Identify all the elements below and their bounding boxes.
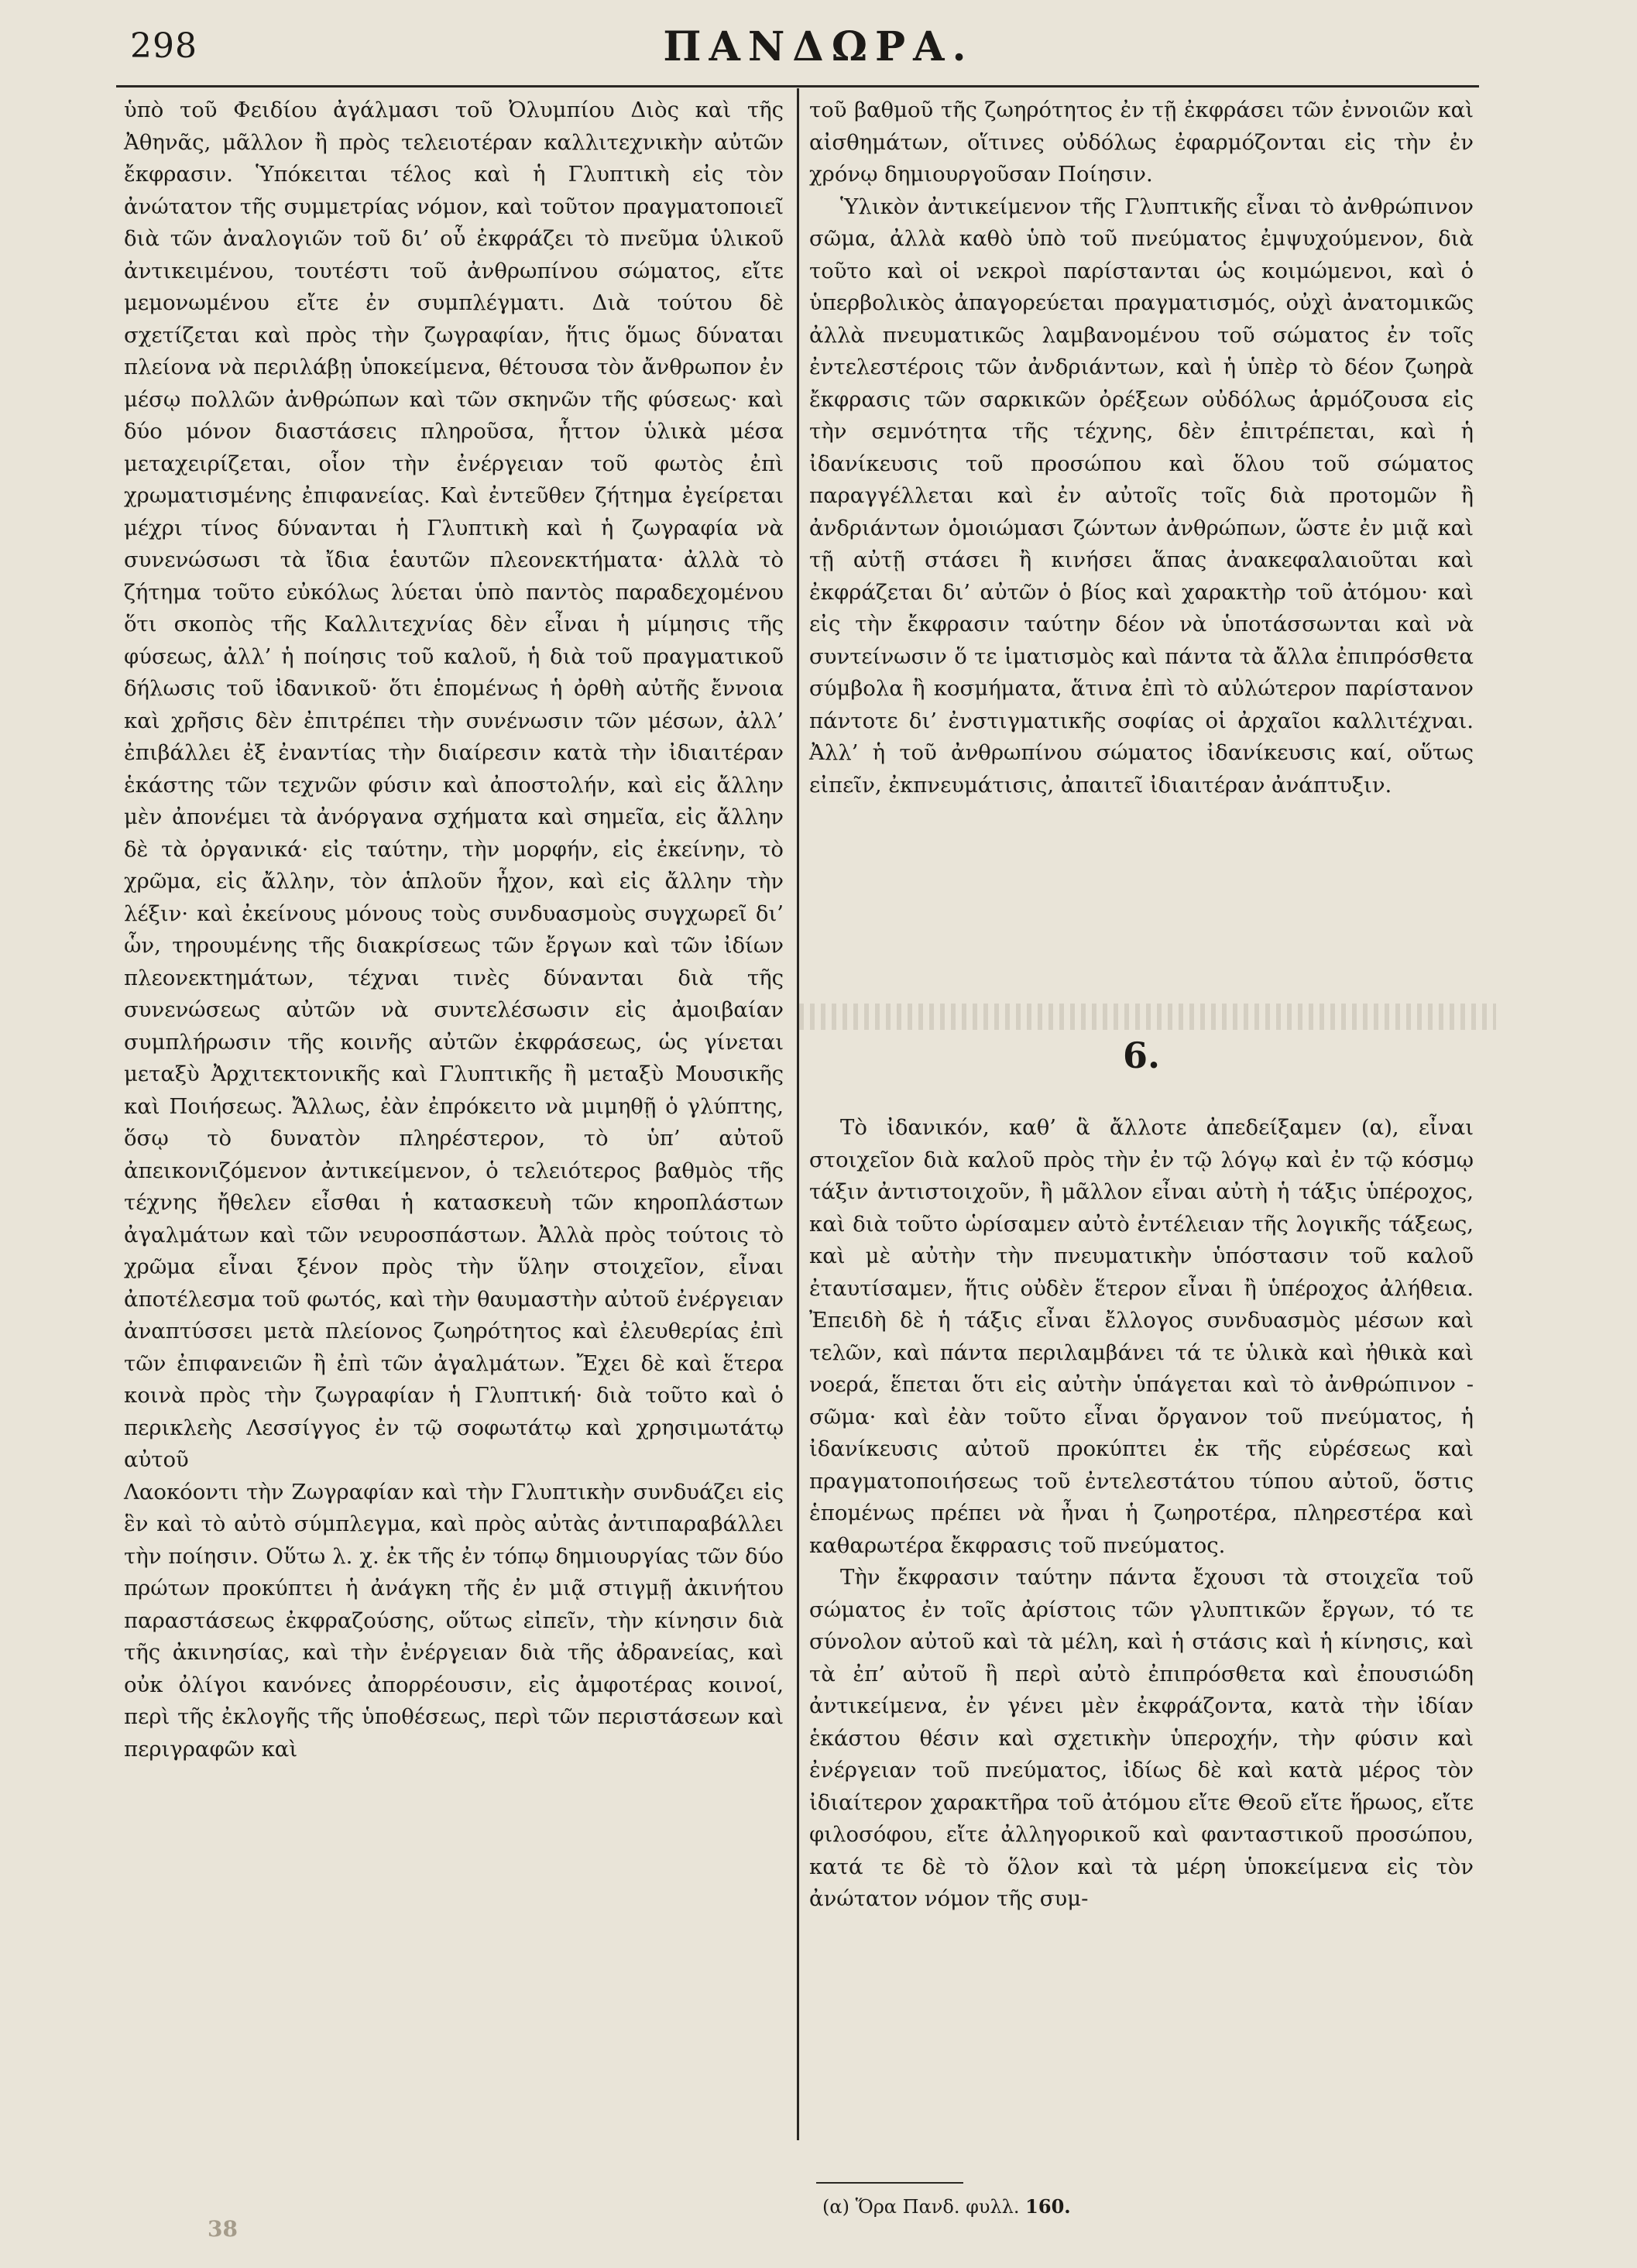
footnote-rule — [816, 2182, 963, 2184]
right-paragraph-2: Ὑλικὸν ἀντικείμενον τῆς Γλυπτικῆς εἶναι τὸ ἀνθρώπινον σῶμα, ἀλλὰ καθὸ ὑπὸ τοῦ πνεύματος ἐμψυχούμενον, διὰ τοῦτο καὶ οἱ νεκροὶ παρίστανται ὡς κοιμώμενοι, καὶ ὁ ὑπερβολικὸς ἀπαγορεύεται πραγματισμός, οὐχὶ ἀνατομικῶς ἀλλὰ πνευματικῶς λαμβανομένου τοῦ σώματος ἐν τοῖς ἐντελεστέροις τῶν ἀνδριάντων, καὶ ἡ ὑπὲρ τὸ δέον ζωηρὰ ἔκφρασις τῶν σαρκικῶν ὀρέξεων οὐδόλως ἁρμόζουσα εἰς τὴν σεμνότητα τῆς τέχνης, δὲν ἐπιτρέπεται, καὶ ἡ ἰδανίκευσις τοῦ προσώπου καὶ ὅλου τοῦ σώματος παραγγέλλεται καὶ ἐν αὐτοῖς τοῖς διὰ προτομῶν ἢ ἀνδριάντων ὁμοιώμασι ζώντων ἀνθρώπων, ὥστε ἐν μιᾷ καὶ τῇ αὐτῇ στάσει ἢ κινήσει ἅπας ἀνακεφαλαιοῦται καὶ ἐκφράζεται δι’ αὐτῶν ὁ βίος καὶ χαρακτὴρ τοῦ ἀτόμου· καὶ εἰς τὴν ἔκφρασιν ταύτην δέον νὰ ὑποτάσσωνται καὶ νὰ συντείνωσιν ὅ τε ἱματισμὸς καὶ πάντα τὰ ἄλλα ἐπιπρόσθετα σύμβολα ἢ κοσμήματα, ἅτινα ἐπὶ τὸ αὐλώτερον παρίστανον πάντοτε δι’ ἐνστιγματικῆς σοφίας οἱ ἀρχαῖοι καλλιτέχναι. Ἀλλ’ ἡ τοῦ ἀνθρωπίνου σώματος ἰδανίκευσις καί, οὕτως εἰπεῖν, ἐκπνευμάτισις, ἀπαιτεῖ ἰδιαιτέραν ἀνάπτυξιν. — [809, 194, 1474, 798]
right-column-top — [809, 94, 1474, 801]
left-paragraph-1: ὑπὸ τοῦ Φειδίου ἀγάλμασι τοῦ Ὀλυμπίου Διὸς καὶ τῆς Ἀθηνᾶς, μᾶλλον ἢ πρὸς τελειοτέραν καλλιτεχνικὴν αὐτῶν ἔκφρασιν. Ὑπόκειται τέλος καὶ ἡ Γλυπτικὴ εἰς τὸν ἀνώτατον τῆς συμμετρίας νόμον, καὶ τοῦτον πραγματοποιεῖ διὰ τῶν ἀναλογιῶν τοῦ δι’ οὗ ἐκφράζει τὸ πνεῦμα ὑλικοῦ ἀντικειμένου, τουτέστι τοῦ ἀνθρωπίνου σώματος, εἴτε μεμονωμένου εἴτε ἐν συμπλέγματι. Διὰ τούτου δὲ σχετίζεται καὶ πρὸς τὴν ζωγραφίαν, ἥτις ὅμως δύναται πλείονα νὰ περιλάβῃ ὑποκείμενα, θέτουσα τὸν ἄνθρωπον ἐν μέσῳ πολλῶν ἀνθρώπων καὶ τῶν σκηνῶν τῆς φύσεως· καὶ δύο μόνον διαστάσεις πληροῦσα, ἧττον ὑλικὰ μέσα μεταχειρίζεται, οἷον τὴν ἐνέργειαν τοῦ φωτὸς ἐπὶ χρωματισμένης ἐπιφανείας. Καὶ ἐντεῦθεν ζήτημα ἐγείρεται μέχρι τίνος δύνανται ἡ Γλυπτικὴ καὶ ἡ ζωγραφία νὰ συνενώσωσι τὰ ἴδια ἑαυτῶν πλεονεκτήματα· ἀλλὰ τὸ ζήτημα τοῦτο εὐκόλως λύεται ὑπὸ παντὸς παραδεχομένου ὅτι σκοπὸς τῆς Καλλιτεχνίας δὲν εἶναι ἡ μίμησις τῆς φύσεως, ἀλλ’ ἡ ποίησις τοῦ καλοῦ, ἡ διὰ τοῦ πραγματικοῦ δήλωσις τοῦ ἰδανικοῦ· ὅτι ἑπομένως ἡ ὀρθὴ αὐτῆς ἔννοια καὶ χρῆσις δὲν ἐπιτρέπει τὴν συνένωσιν τῶν μέσων, ἀλλ’ ἐπιβάλλει ἐξ ἐναντίας τὴν διαίρεσιν κατὰ τὴν ἰδιαιτέραν ἑκάστης τῶν τεχνῶν φύσιν καὶ ἀποστολήν, καὶ εἰς ἄλλην μὲν ἀπονέμει τὰ ἀνόργανα σχήματα καὶ σημεῖα, εἰς ἄλλην δὲ τὰ ὀργανικά· εἰς ταύτην, τὴν μορφήν, εἰς ἐκείνην, τὸ χρῶμα, εἰς ἄλλην, τὸν ἁπλοῦν ἦχον, καὶ εἰς ἄλλην τὴν λέξιν· καὶ ἐκείνους μόνους τοὺς συνδυασμοὺς συγχωρεῖ δι’ ὧν, τηρουμένης τῆς διακρίσεως τῶν ἔργων καὶ τῶν ἰδίων πλεονεκτημάτων, τέχναι τινὲς δύνανται διὰ τῆς συνενώσεως αὐτῶν νὰ συντελέσωσιν εἰς ἀμοιβαίαν συμπλήρωσιν τῆς κοινῆς αὐτῶν ἐκφράσεως, ὡς γίνεται μεταξὺ Ἀρχιτεκτονικῆς καὶ Γλυπτικῆς ἢ μεταξὺ Μουσικῆς καὶ Ποιήσεως. Ἄλλως, ἐὰν ἐπρόκειτο νὰ μιμηθῇ ὁ γλύπτης, ὅσῳ τὸ δυνατὸν πληρέστερον, τὸ ὑπ’ αὐτοῦ ἀπεικονιζόμενον ἀντικείμενον, ὁ τελειότερος βαθμὸς τῆς τέχνης ἤθελεν εἶσθαι ἡ κατασκευὴ τῶν κηροπλάστων ἀγαλμάτων καὶ τῶν νευροσπάστων. Ἀλλὰ πρὸς τούτοις τὸ χρῶμα εἶναι ξένον πρὸς τὴν ὕλην στοιχεῖον, εἶναι ἀποτέλεσμα τοῦ φωτός, καὶ τὴν θαυμαστὴν αὐτοῦ ἐνέργειαν ἀναπτύσσει μετὰ πλείονος ζωηρότητος καὶ ἐλευθερίας ἐπὶ τῶν ἐπιφανειῶν ἢ ἐπὶ τῶν ἀγαλμάτων. Ἔχει δὲ καὶ ἕτερα κοινὰ πρὸς τὴν ζωγραφίαν ἡ Γλυπτική· διὰ τοῦτο καὶ ὁ περικλεὴς Λεσσίγγος ἐν τῷ σοφωτάτῳ καὶ χρησιμωτάτῳ αὐτοῦ — [124, 98, 784, 1472]
footnote-number: 160. — [1025, 2195, 1071, 2218]
right-paragraph-1: τοῦ βαθμοῦ τῆς ζωηρότητος ἐν τῇ ἐκφράσει τῶν ἐννοιῶν καὶ αἰσθημάτων, οἵτινες οὐδόλως ἐφαρμόζονται εἰς τὴν ἐν χρόνῳ δημιουργοῦσαν Ποίησιν. — [809, 98, 1474, 187]
bleed-through-strip — [799, 1004, 1496, 1030]
footnote — [822, 2195, 1071, 2218]
running-title: ΠΑΝΔΩΡΑ. — [663, 23, 974, 70]
right-paragraph-3: Τὸ ἰδανικόν, καθ’ ἃ ἄλλοτε ἀπεδείξαμεν (α), εἶναι στοιχεῖον διὰ καλοῦ πρὸς τὴν ἐν τῷ λόγῳ καὶ ἐν τῷ κόσμῳ τάξιν ἀντιστοιχοῦν, ἢ μᾶλλον εἶναι αὐτὴ ἡ τάξις ὑπέροχος, καὶ διὰ τοῦτο ὡρίσαμεν αὐτὸ ἐντέλειαν τῆς λογικῆς τάξεως, καὶ μὲ αὐτὴν τὴν πνευματικὴν ὑπόστασιν τοῦ καλοῦ ἐταυτίσαμεν, ἥτις οὐδὲν ἕτερον εἶναι ἢ ὑπέροχος ἀλήθεια. Ἐπειδὴ δὲ ἡ τάξις εἶναι ἔλλογος συνδυασμὸς μέσων καὶ τελῶν, καὶ πάντα περιλαμβάνει τά τε ὑλικὰ καὶ ἠθικὰ καὶ νοερά, ἕπεται ὅτι εἰς αὐτὴν ὑπάγεται καὶ τὸ ἀνθρώπινον - σῶμα· καὶ ἐὰν τοῦτο εἶναι ὄργανον τοῦ πνεύματος, ἡ ἰδανίκευσις αὐτοῦ προκύπτει ἐκ τῆς εὑρέσεως καὶ πραγματοποιήσεως τοῦ ἐντελεστάτου τύπου αὐτοῦ, ὅστις ἑπομένως πρέπει νὰ ἦναι ἡ ζωηροτέρα, πληρεστέρα καὶ καθαρωτέρα ἔκφρασις τοῦ πνεύματος. — [809, 1115, 1474, 1558]
right-column-bottom — [809, 1112, 1474, 1916]
footnote-label: (α) Ὅρα Πανδ. φυλλ. — [822, 2196, 1020, 2218]
header-rule — [116, 85, 1479, 87]
left-paragraph-2: Λαοκόοντι τὴν Ζωγραφίαν καὶ τὴν Γλυπτικὴν συνδυάζει εἰς ἓν καὶ τὸ αὐτὸ σύμπλεγμα, καὶ πρὸς αὐτὰς ἀντιπαραβάλλει τὴν ποίησιν. Οὕτω λ. χ. ἐκ τῆς ἐν τόπῳ δημιουργίας τῶν δύο πρώτων προκύπτει ἡ ἀνάγκη τῆς ἐν μιᾷ στιγμῇ ἀκινήτου παραστάσεως ἐκφραζούσης, οὕτως εἰπεῖν, τὴν κίνησιν διὰ τῆς ἀκινησίας, καὶ τὴν ἐνέργειαν διὰ τῆς ἀδρανείας, καὶ οὐκ ὀλίγοι κανόνες ἀπορρέουσιν, εἰς ἀμφοτέρας κοινοί, περὶ τῆς ἐκλογῆς τῆς ὑποθέσεως, περὶ τῶν περιστάσεων καὶ περιγραφῶν καὶ — [124, 1479, 784, 1762]
column-divider — [797, 88, 799, 2140]
left-column — [124, 94, 784, 1765]
margin-mark: 38 — [208, 2216, 238, 2242]
page-number: 298 — [130, 26, 197, 66]
section-number: 6. — [1122, 1034, 1161, 1076]
right-paragraph-4: Τὴν ἔκφρασιν ταύτην πάντα ἔχουσι τὰ στοιχεῖα τοῦ σώματος ἐν τοῖς ἀρίστοις τῶν γλυπτικῶν ἔργων, τό τε σύνολον αὐτοῦ καὶ τὰ μέλη, καὶ ἡ στάσις καὶ ἡ κίνησις, καὶ τὰ ἐπ’ αὐτοῦ ἢ περὶ αὐτὸ ἐπιπρόσθετα καὶ ἐπουσιώδη ἀντικείμενα, ἐν γένει μὲν ἐκφράζοντα, κατὰ τὴν ἰδίαν ἑκάστου θέσιν καὶ σχετικὴν ὑπεροχήν, τὴν φύσιν καὶ ἐνέργειαν τοῦ πνεύματος, ἰδίως δὲ καὶ κατὰ μέρος τὸν ἰδιαίτερον χαρακτῆρα τοῦ ἀτόμου εἴτε Θεοῦ εἴτε ἥρωος, εἴτε φιλοσόφου, εἴτε ἀλληγορικοῦ καὶ φανταστικοῦ προσώπου, κατά τε δὲ τὸ ὅλον καὶ τὰ μέρη ὑποκείμενα εἰς τὸν ἀνώτατον νόμον τῆς συμ- — [809, 1565, 1474, 1911]
